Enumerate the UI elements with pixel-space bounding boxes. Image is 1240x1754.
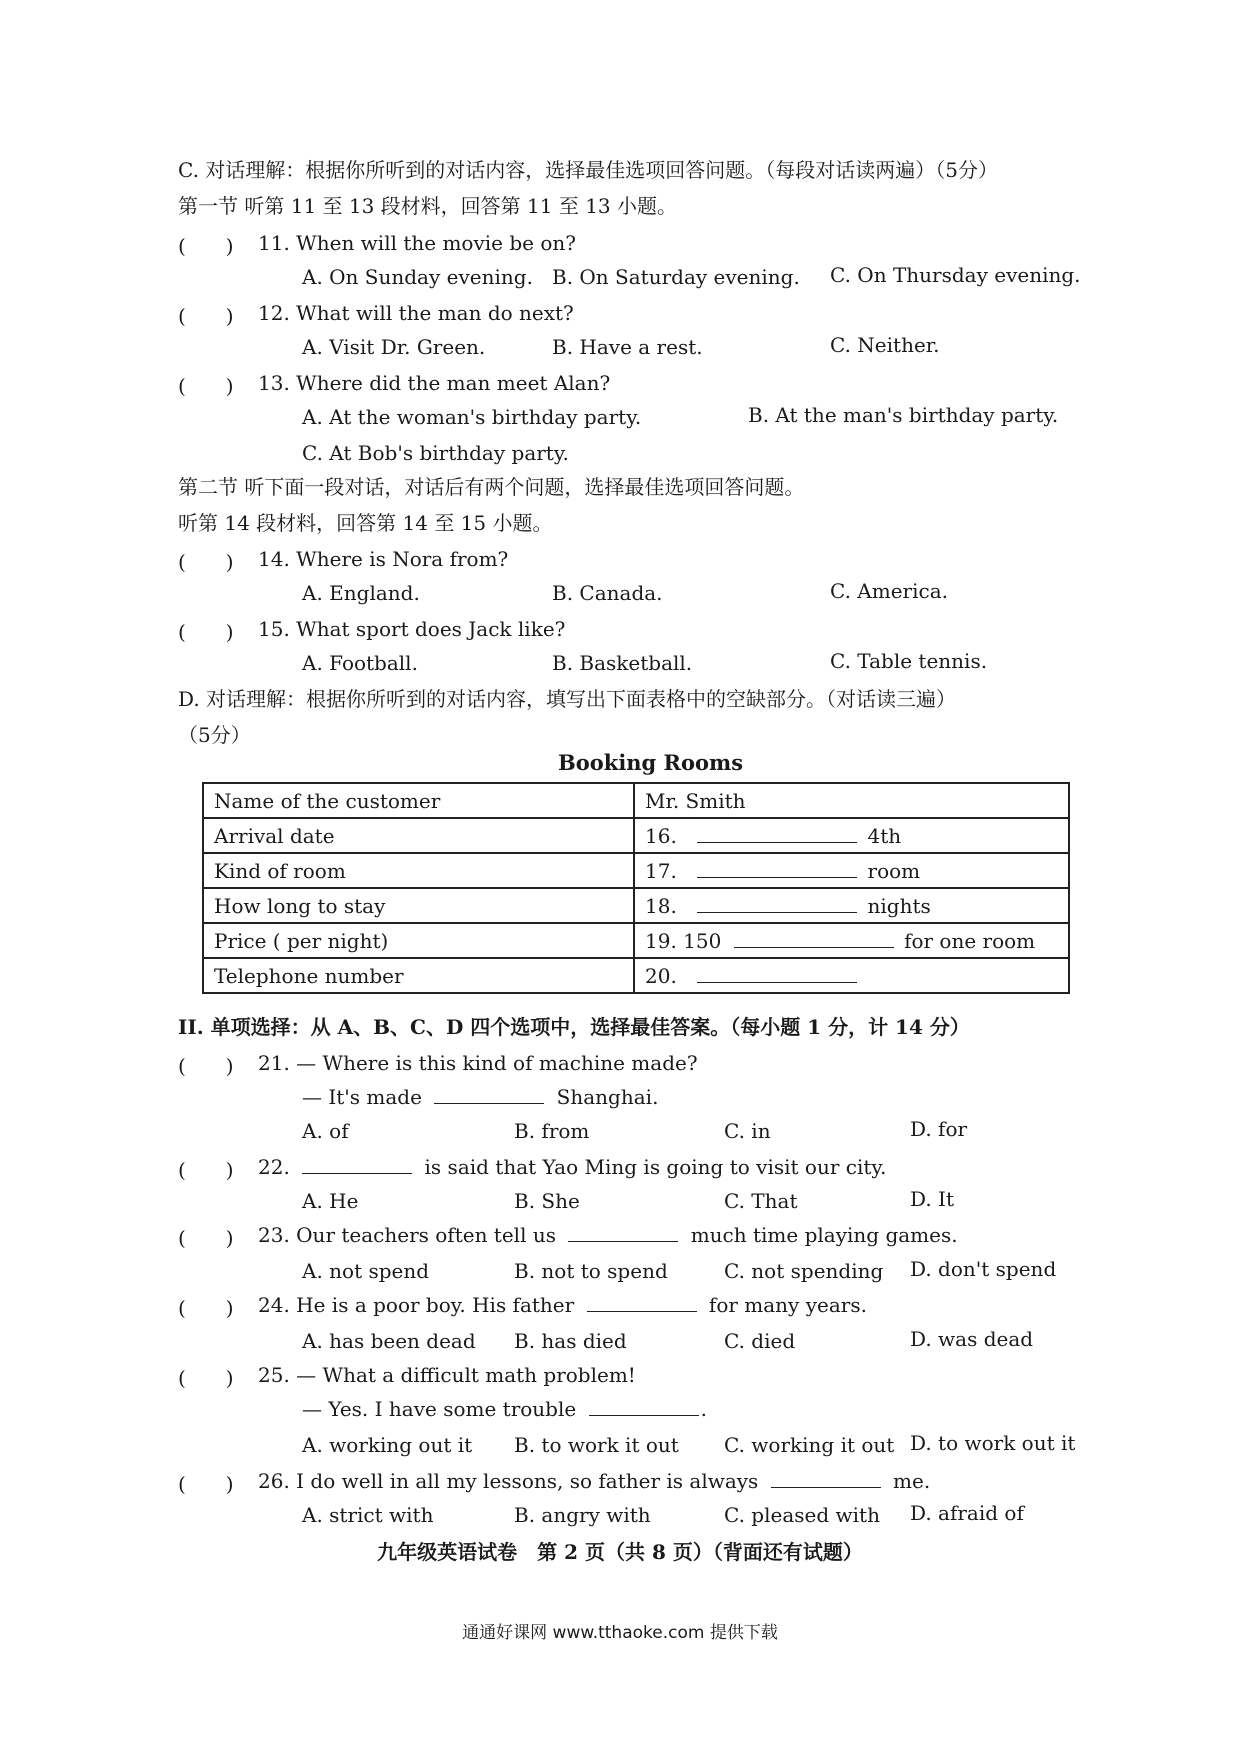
row-prefix: Mr. Smith [645, 788, 746, 813]
q25-option-d: D. to work out it [910, 1431, 1076, 1455]
q24-stem [258, 1292, 867, 1318]
q26-option-c: C. pleased with [724, 1503, 880, 1527]
q26-option-b: B. angry with [514, 1503, 651, 1527]
answer-blank-24[interactable] [587, 1293, 697, 1312]
section-ii-header: II. 单项选择：从 A、B、C、D 四个选项中，选择最佳答案。（每小题 1 分，计 14 分） [178, 1015, 970, 1039]
q21-option-d: D. for [910, 1117, 968, 1141]
answer-paren-23[interactable]: ( ) [178, 1226, 234, 1250]
q21-line2-post: Shanghai. [556, 1085, 659, 1109]
row-prefix: 17. [645, 858, 677, 883]
q24-option-c: C. died [724, 1329, 796, 1353]
table-row [203, 818, 1069, 853]
q26-option-a: A. strict with [302, 1503, 434, 1527]
row-value [634, 853, 1069, 888]
booking-table-title: Booking Rooms [558, 750, 744, 775]
answer-paren-13[interactable]: ( ) [178, 374, 234, 398]
q15-option-c: C. Table tennis. [830, 649, 988, 673]
q23-option-a: A. not spend [302, 1259, 430, 1283]
q25-option-b: B. to work it out [514, 1433, 679, 1457]
section-d-header: D. 对话理解：根据你所听到的对话内容，填写出下面表格中的空缺部分。（对话读三遍） [178, 687, 957, 711]
table-row [203, 958, 1069, 993]
q25-option-c: C. working it out [724, 1433, 895, 1457]
section-d-points: （5分） [178, 723, 251, 747]
q11-option-c: C. On Thursday evening. [830, 263, 1081, 287]
q25-line2-pre: — Yes. I have some trouble [302, 1397, 577, 1421]
q12-option-b: B. Have a rest. [552, 335, 703, 359]
answer-blank-17[interactable] [697, 859, 857, 878]
q23-pre: 23. Our teachers often tell us [258, 1223, 556, 1247]
q11-option-a: A. On Sunday evening. [302, 265, 533, 289]
row-label: Kind of room [203, 853, 634, 888]
answer-paren-11[interactable]: ( ) [178, 234, 234, 258]
q23-option-b: B. not to spend [514, 1259, 668, 1283]
section-c-part2-sub: 听第 14 段材料，回答第 14 至 15 小题。 [178, 511, 553, 535]
q25-stem: 25. — What a difficult math problem! [258, 1363, 636, 1387]
q13-option-c: C. At Bob's birthday party. [302, 441, 569, 465]
q12-option-c: C. Neither. [830, 333, 940, 357]
answer-blank-25[interactable] [589, 1397, 699, 1416]
row-label: Price ( per night) [203, 923, 634, 958]
table-row [203, 888, 1069, 923]
answer-paren-12[interactable]: ( ) [178, 304, 234, 328]
q26-pre: 26. I do well in all my lessons, so father is always [258, 1469, 759, 1493]
q25-line2 [302, 1396, 707, 1422]
q15-option-a: A. Football. [302, 651, 418, 675]
row-prefix: 16. [645, 823, 677, 848]
row-prefix: 18. [645, 893, 677, 918]
q25-line2-post: . [700, 1397, 707, 1421]
q22-post: is said that Yao Ming is going to visit our city. [424, 1155, 887, 1179]
q25-option-a: A. working out it [302, 1433, 473, 1457]
answer-paren-22[interactable]: ( ) [178, 1158, 234, 1182]
download-source: 通通好课网 www.tthaoke.com 提供下载 [462, 1623, 778, 1643]
row-value [634, 818, 1069, 853]
answer-blank-16[interactable] [697, 824, 857, 843]
answer-paren-24[interactable]: ( ) [178, 1296, 234, 1320]
q12-option-a: A. Visit Dr. Green. [302, 335, 486, 359]
q11-option-b: B. On Saturday evening. [552, 265, 800, 289]
section-c-part2: 第二节 听下面一段对话，对话后有两个问题，选择最佳选项回答问题。 [178, 475, 805, 499]
q14-option-c: C. America. [830, 579, 948, 603]
q23-option-c: C. not spending [724, 1259, 884, 1283]
q24-option-d: D. was dead [910, 1327, 1034, 1351]
q23-option-d: D. don't spend [910, 1257, 1057, 1281]
table-row [203, 923, 1069, 958]
answer-paren-21[interactable]: ( ) [178, 1054, 234, 1078]
q22-option-d: D. It [910, 1187, 954, 1211]
answer-paren-14[interactable]: ( ) [178, 550, 234, 574]
row-label: Telephone number [203, 958, 634, 993]
q22-stem [258, 1154, 886, 1180]
q11-stem: 11. When will the movie be on? [258, 231, 576, 255]
answer-paren-15[interactable]: ( ) [178, 620, 234, 644]
row-value [634, 923, 1069, 958]
row-value [634, 958, 1069, 993]
q15-option-b: B. Basketball. [552, 651, 693, 675]
row-value [634, 783, 1069, 818]
answer-blank-19[interactable] [734, 929, 894, 948]
answer-paren-26[interactable]: ( ) [178, 1472, 234, 1496]
row-suffix: for one room [904, 928, 1036, 953]
q14-stem: 14. Where is Nora from? [258, 547, 509, 571]
answer-blank-23[interactable] [568, 1223, 678, 1242]
q21-option-c: C. in [724, 1119, 771, 1143]
q23-post: much time playing games. [690, 1223, 958, 1247]
q13-stem: 13. Where did the man meet Alan? [258, 371, 611, 395]
q14-option-b: B. Canada. [552, 581, 663, 605]
row-suffix: room [867, 858, 921, 883]
answer-blank-26[interactable] [771, 1469, 881, 1488]
q21-line2 [302, 1084, 658, 1110]
section-c-part1: 第一节 听第 11 至 13 段材料，回答第 11 至 13 小题。 [178, 194, 678, 218]
q22-option-b: B. She [514, 1189, 580, 1213]
q15-stem: 15. What sport does Jack like? [258, 617, 566, 641]
q21-option-b: B. from [514, 1119, 590, 1143]
section-c-header: C. 对话理解：根据你所听到的对话内容，选择最佳选项回答问题。（每段对话读两遍）（5分） [178, 158, 999, 182]
q21-stem: 21. — Where is this kind of machine made? [258, 1051, 698, 1075]
q24-option-b: B. has died [514, 1329, 627, 1353]
row-label: How long to stay [203, 888, 634, 923]
q26-option-d: D. afraid of [910, 1501, 1024, 1525]
page-footer: 九年级英语试卷 第 2 页（共 8 页）（背面还有试题） [377, 1540, 863, 1564]
q23-stem [258, 1222, 958, 1248]
q22-option-a: A. He [302, 1189, 359, 1213]
q21-option-a: A. of [302, 1119, 349, 1143]
row-prefix: 19. 150 [645, 928, 722, 953]
q24-post: for many years. [708, 1293, 867, 1317]
q26-stem [258, 1468, 930, 1494]
q14-option-a: A. England. [302, 581, 420, 605]
answer-blank-22[interactable] [302, 1155, 412, 1174]
q12-stem: 12. What will the man do next? [258, 301, 574, 325]
q24-option-a: A. has been dead [302, 1329, 476, 1353]
row-label: Name of the customer [203, 783, 634, 818]
answer-paren-25[interactable]: ( ) [178, 1366, 234, 1390]
booking-table [202, 782, 1070, 994]
answer-blank-20[interactable] [697, 964, 857, 983]
answer-blank-21[interactable] [434, 1085, 544, 1104]
row-suffix: 4th [867, 823, 902, 848]
answer-blank-18[interactable] [697, 894, 857, 913]
row-value [634, 888, 1069, 923]
q24-pre: 24. He is a poor boy. His father [258, 1293, 575, 1317]
row-suffix: nights [867, 893, 931, 918]
q26-post: me. [893, 1469, 931, 1493]
q22-option-c: C. That [724, 1189, 798, 1213]
q21-line2-pre: — It's made [302, 1085, 422, 1109]
row-label: Arrival date [203, 818, 634, 853]
q22-num: 22. [258, 1155, 290, 1179]
q13-option-a: A. At the woman's birthday party. [302, 405, 642, 429]
table-row [203, 853, 1069, 888]
row-prefix: 20. [645, 963, 677, 988]
q13-option-b: B. At the man's birthday party. [748, 403, 1059, 427]
table-row [203, 783, 1069, 818]
